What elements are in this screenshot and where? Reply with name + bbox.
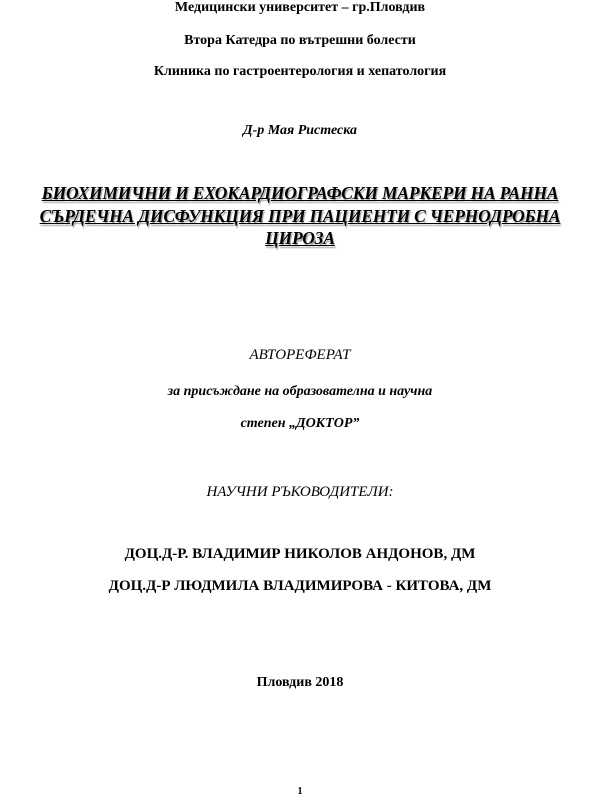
clinic-name: Клиника по гастроентерология и хепатология [153, 64, 447, 79]
thesis-title-line-2: СЪРДЕЧНА ДИСФУНКЦИЯ ПРИ ПАЦИЕНТИ С ЧЕРНОДРОБНА [39, 206, 561, 226]
thesis-title-line-3: ЦИРОЗА [265, 228, 335, 248]
page-number: 1 [297, 786, 303, 797]
department-name: Втора Катедра по вътрешни болести [184, 33, 416, 48]
purpose-line-1: за присъждане на образователна и научна [167, 384, 433, 399]
thesis-title-line-1: БИОХИМИЧНИ И ЕХОКАРДИОГРАФСКИ МАРКЕРИ НА РАННА [41, 183, 559, 203]
supervisor-1: ДОЦ.Д-Р. ВЛАДИМИР НИКОЛОВ АНДОНОВ, ДМ [124, 546, 476, 562]
supervisor-2: ДОЦ.Д-Р ЛЮДМИЛА ВЛАДИМИРОВА - КИТОВА, ДМ [108, 578, 492, 594]
supervisors-label: НАУЧНИ РЪКОВОДИТЕЛИ: [206, 484, 394, 500]
purpose-line-2: степен „ДОКТОР” [240, 416, 360, 431]
document-type: АВТОРЕФЕРАТ [249, 347, 351, 363]
place-year: Пловдив 2018 [256, 675, 344, 690]
university-name: Медицински университет – гр.Пловдив [174, 0, 426, 15]
author-name: Д-р Мая Ристеска [243, 123, 357, 138]
